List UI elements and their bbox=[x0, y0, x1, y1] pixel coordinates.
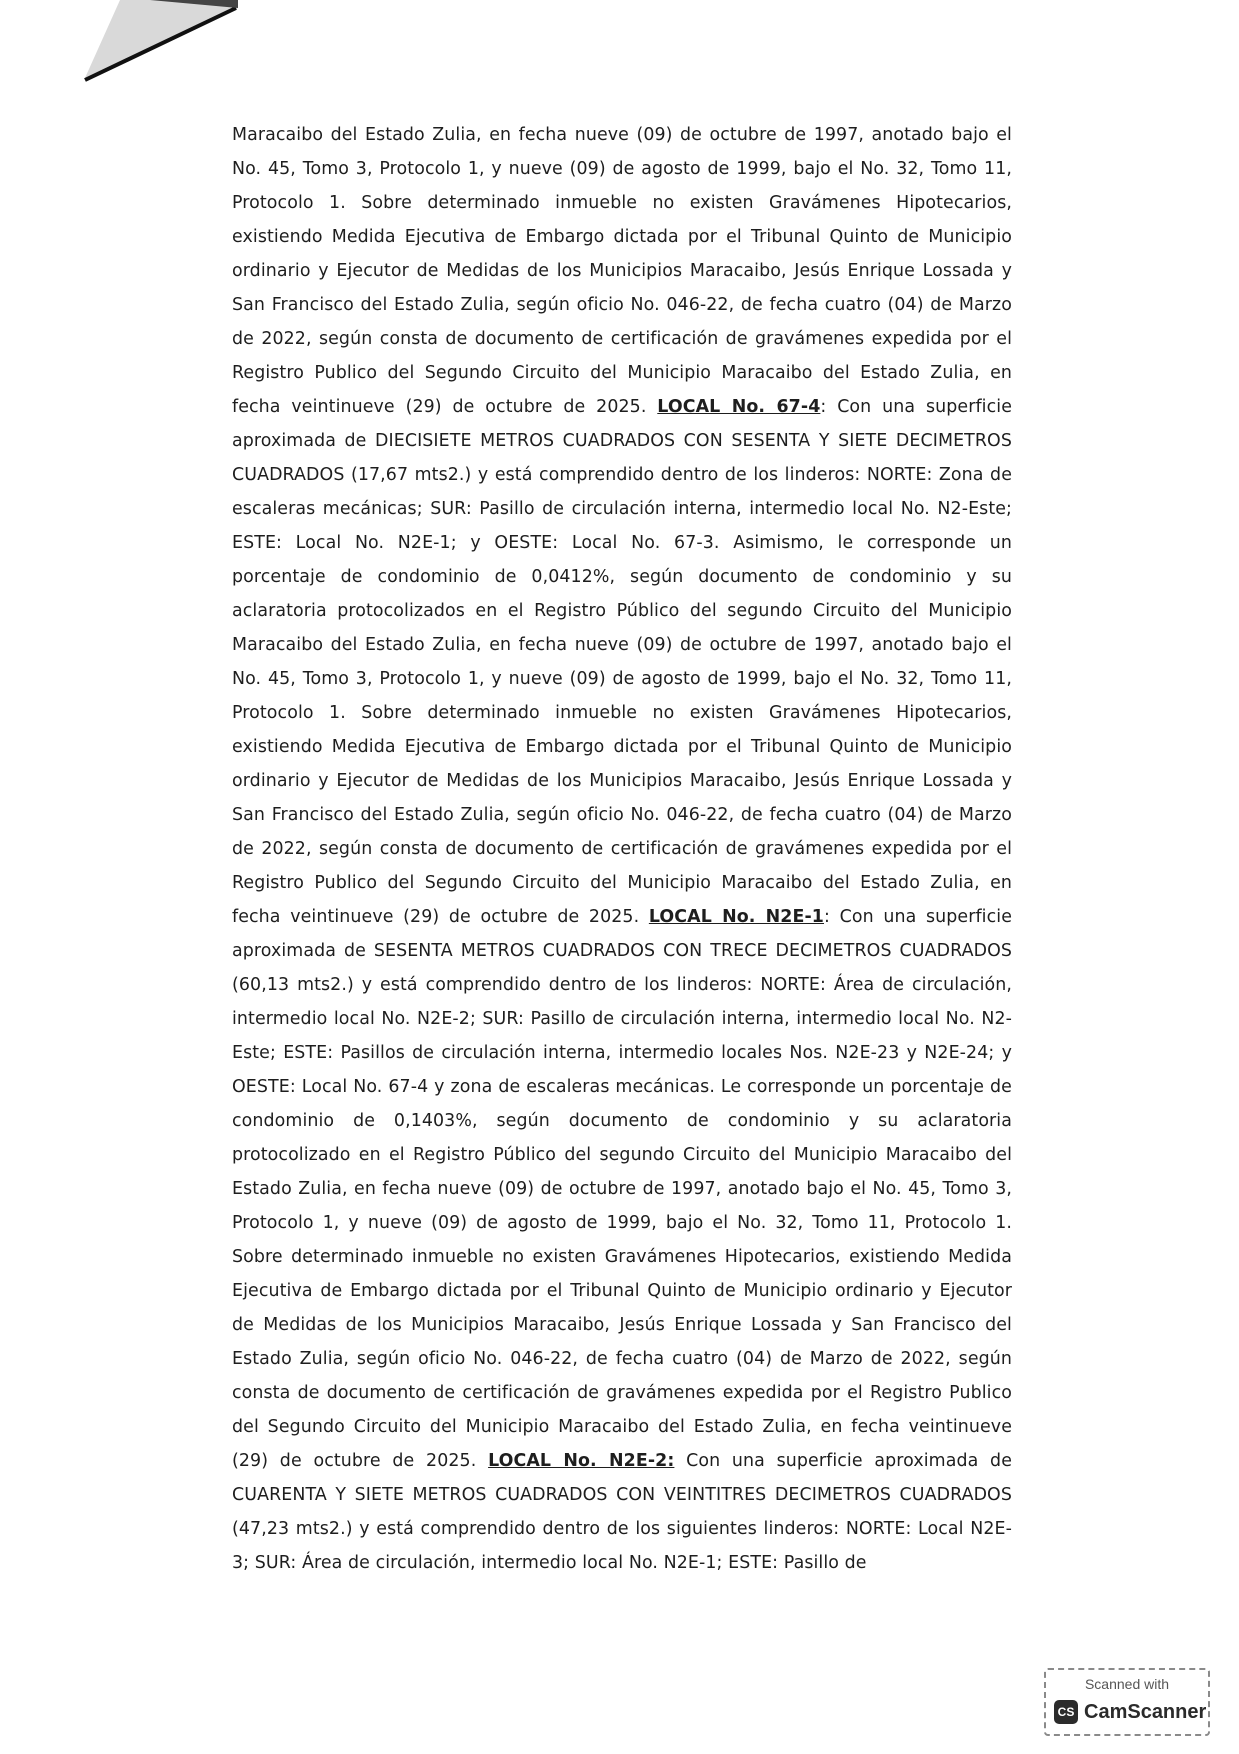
heading-local-67-4: LOCAL No. 67-4 bbox=[657, 397, 821, 417]
watermark-brand: CamScanner bbox=[1084, 1700, 1207, 1723]
body-text-4: Con una superficie aproximada de CUARENTA Y SIETE METROS CUADRADOS CON VEINTITRES DECIMETROS CUADRADOS (47,23 mts2.) y está comprendido dentro de los siguientes linderos: NORTE: Local N2E-3; SUR: Área de circulación, intermedio local No. N2E-1; ESTE: Pasillo de bbox=[232, 1451, 1012, 1573]
body-text-3: : Con una superficie aproximada de SESENTA METROS CUADRADOS CON TRECE DECIMETROS CUADRADOS (60,13 mts2.) y está comprendido dentro de los linderos: NORTE: Área de circulación, intermedio local No. N2E-2; SUR: Pasillo de circulación interna, intermedio local No. N2-Este; ESTE: Pasillos de circulación interna, intermedio locales Nos. N2E-23 y N2E-24; y OESTE: Local No. 67-4 y zona de escaleras mecánicas. Le corresponde un porcentaje de condominio de 0,1403%, según documento de condominio y su aclaratoria protocolizado en el Registro Público del segundo Circuito del Municipio Maracaibo del Estado Zulia, en fecha nueve (09) de octubre de 1997, anotado bajo el No. 45, Tomo 3, Protocolo 1, y nueve (09) de agosto de 1999, bajo el No. 32, Tomo 11, Protocolo 1. Sobre determinado inmueble no existen Gravámenes Hipotecarios, existiendo Medida Ejecutiva de Embargo dictada por el Tribunal Quinto de Municipio ordinario y Ejecutor de Medidas de los Municipios Maracaibo, Jesús Enrique Lossada y San Francisco del Estado Zulia, según oficio No. 046-22, de fecha cuatro (04) de Marzo de 2022, según consta de documento de certificación de gravámenes expedida por el Registro Publico del Segundo Circuito del Municipio Maracaibo del Estado Zulia, en fecha veintinueve (29) de octubre de 2025. bbox=[232, 907, 1012, 1471]
document-body bbox=[232, 118, 1012, 1580]
camscanner-watermark bbox=[1044, 1668, 1210, 1736]
camscanner-logo-icon: CS bbox=[1054, 1700, 1078, 1724]
watermark-row bbox=[1054, 1700, 1206, 1724]
heading-local-n2e-1: LOCAL No. N2E-1 bbox=[648, 907, 824, 927]
page-corner-fold bbox=[0, 0, 260, 100]
watermark-line1: Scanned with bbox=[1084, 1676, 1170, 1692]
body-text-1: Maracaibo del Estado Zulia, en fecha nueve (09) de octubre de 1997, anotado bajo el No. 45, Tomo 3, Protocolo 1, y nueve (09) de agosto de 1999, bajo el No. 32, Tomo 11, Protocolo 1. Sobre determinado inmueble no existen Gravámenes Hipotecarios, existiendo Medida Ejecutiva de Embargo dictada por el Tribunal Quinto de Municipio ordinario y Ejecutor de Medidas de los Municipios Maracaibo, Jesús Enrique Lossada y San Francisco del Estado Zulia, según oficio No. 046-22, de fecha cuatro (04) de Marzo de 2022, según consta de documento de certificación de gravámenes expedida por el Registro Publico del Segundo Circuito del Municipio Maracaibo del Estado Zulia, en fecha veintinueve (29) de octubre de 2025. bbox=[232, 125, 1012, 417]
body-paragraph bbox=[232, 118, 1012, 1580]
body-text-2: : Con una superficie aproximada de DIECISIETE METROS CUADRADOS CON SESENTA Y SIETE DECIMETROS CUADRADOS (17,67 mts2.) y está comprendido dentro de los linderos: NORTE: Zona de escaleras mecánicas; SUR: Pasillo de circulación interna, intermedio local No. N2-Este; ESTE: Local No. N2E-1; y OESTE: Local No. 67-3. Asimismo, le corresponde un porcentaje de condominio de 0,0412%, según documento de condominio y su aclaratoria protocolizados en el Registro Público del segundo Circuito del Municipio Maracaibo del Estado Zulia, en fecha nueve (09) de octubre de 1997, anotado bajo el No. 45, Tomo 3, Protocolo 1, y nueve (09) de agosto de 1999, bajo el No. 32, Tomo 11, Protocolo 1. Sobre determinado inmueble no existen Gravámenes Hipotecarios, existiendo Medida Ejecutiva de Embargo dictada por el Tribunal Quinto de Municipio ordinario y Ejecutor de Medidas de los Municipios Maracaibo, Jesús Enrique Lossada y San Francisco del Estado Zulia, según oficio No. 046-22, de fecha cuatro (04) de Marzo de 2022, según consta de documento de certificación de gravámenes expedida por el Registro Publico del Segundo Circuito del Municipio Maracaibo del Estado Zulia, en fecha veintinueve (29) de octubre de 2025. bbox=[232, 397, 1012, 927]
heading-local-n2e-2: LOCAL No. N2E-2: bbox=[488, 1451, 675, 1471]
